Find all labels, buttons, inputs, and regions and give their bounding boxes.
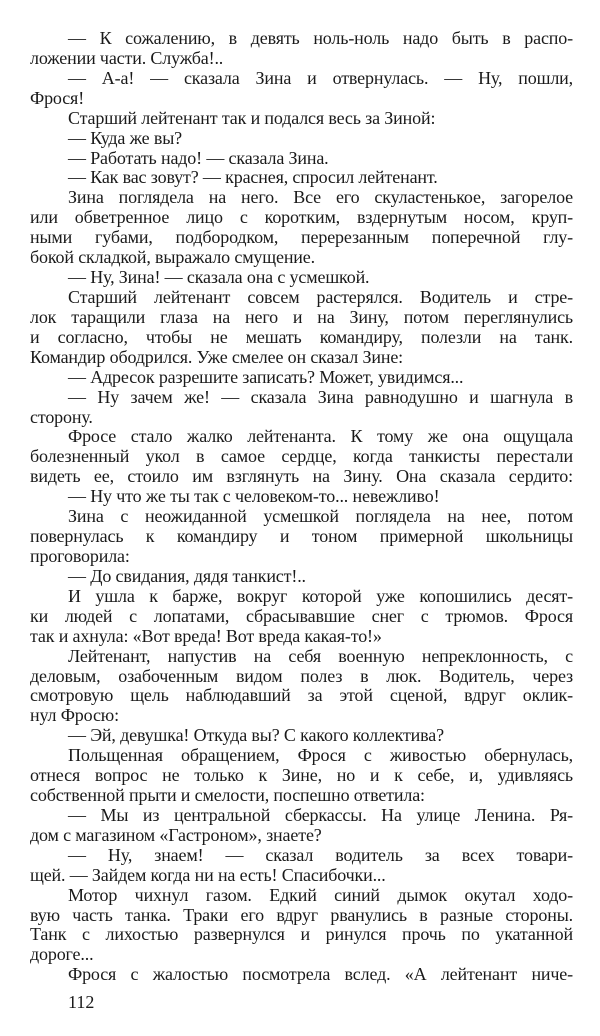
text-line: и согласно, чтобы не мешать командиру, полезли на танк. bbox=[30, 326, 573, 347]
text-line: или обветренное лицо с коротким, вздернутым носом, круп- bbox=[30, 207, 573, 228]
text-line: нул Фросю: bbox=[30, 705, 119, 726]
text-line: Командир ободрился. Уже смелее он сказал Зине: bbox=[30, 346, 404, 367]
text-line: дом с магазином «Гастроном», знаете? bbox=[30, 824, 322, 845]
text-line: собственной прыти и смелости, поспешно ответила: bbox=[30, 785, 425, 806]
paragraph-first-line: — Работать надо! — сказала Зина. bbox=[68, 147, 329, 168]
text-line: щей. — Зайдем когда ни на есть! Спасибочки... bbox=[30, 864, 386, 885]
paragraph-first-line: — Как вас зовут? — краснея, спросил лейтенант. bbox=[68, 167, 438, 188]
text-line: проговорила: bbox=[30, 545, 130, 566]
paragraph-first-line: — Ну что же ты так с человеком-то... невежливо! bbox=[68, 486, 440, 507]
text-line: вую часть танка. Траки его вдруг рванулись в разные стороны. bbox=[30, 904, 573, 925]
paragraph-first-line: Старший лейтенант совсем растерялся. Водитель и стре- bbox=[68, 286, 573, 307]
text-line: бокой складкой, выражало смущение. bbox=[30, 247, 315, 268]
text-line: дороге... bbox=[30, 944, 94, 965]
text-line: Танк с лихостью развернулся и ринулся прочь по укатанной bbox=[30, 924, 573, 945]
text-line: ложении части. Служба!.. bbox=[30, 47, 224, 68]
text-line: лок таращили глаза на него и на Зину, потом переглянулись bbox=[30, 306, 573, 327]
text-line: сторону. bbox=[30, 406, 93, 427]
text-line: ными губами, подбородком, перерезанным поперечной глу- bbox=[30, 227, 573, 248]
paragraph-first-line: Польщенная обращением, Фрося с живостью обернулась, bbox=[68, 745, 573, 766]
paragraph-first-line: — Ну зачем же! — сказала Зина равнодушно и шагнула в bbox=[68, 386, 573, 407]
paragraph-first-line: — Эй, девушка! Откуда вы? С какого коллектива? bbox=[68, 725, 444, 746]
text-line: деловым, озабоченным видом полез в люк. Водитель, через bbox=[30, 665, 573, 686]
text-line: повернулась к командиру и тоном примерной школьницы bbox=[30, 526, 573, 547]
paragraph-first-line: Фросе стало жалко лейтенанта. К тому же она ощущала bbox=[68, 426, 573, 447]
paragraph-first-line: И ушла к барже, вокруг которой уже копошились десят- bbox=[68, 585, 573, 606]
text-line: Фрося! bbox=[30, 87, 85, 108]
paragraph-first-line: Фрося с жалостью посмотрела вслед. «А лейтенант ниче- bbox=[68, 964, 573, 985]
paragraph-first-line: — Куда же вы? bbox=[68, 127, 182, 148]
page-number: 112 bbox=[68, 992, 95, 1012]
text-line: отнеся вопрос не только к Зине, но и к себе, и, удивляясь bbox=[30, 765, 573, 786]
paragraph-first-line: Мотор чихнул газом. Едкий синий дымок окутал ходо- bbox=[68, 884, 573, 905]
paragraph-first-line: — А-а! — сказала Зина и отвернулась. — Ну, пошли, bbox=[68, 67, 573, 88]
text-line: видеть ее, стоило им взглянуть на Зину. Она сказала сердито: bbox=[30, 466, 573, 487]
text-line: болезненный укол в самое сердце, когда танкисты перестали bbox=[30, 446, 573, 467]
book-page-text bbox=[30, 29, 573, 985]
paragraph-first-line: Зина с неожиданной усмешкой поглядела на нее, потом bbox=[68, 506, 573, 527]
paragraph-first-line: — Адресок разрешите записать? Может, увидимся... bbox=[68, 366, 464, 387]
paragraph-first-line: — Мы из центральной сберкассы. На улице Ленина. Ря- bbox=[68, 804, 573, 825]
text-line: смотровую щель наблюдавший за этой сценой, вдруг оклик- bbox=[30, 685, 573, 706]
paragraph-first-line: — Ну, Зина! — сказала она с усмешкой. bbox=[68, 267, 370, 288]
paragraph-first-line: — Ну, знаем! — сказал водитель за всех товари- bbox=[68, 844, 573, 865]
paragraph-first-line: — До свидания, дядя танкист!.. bbox=[68, 565, 306, 586]
paragraph-first-line: Лейтенант, напустив на себя военную непреклонность, с bbox=[68, 645, 573, 666]
paragraph-first-line: Старший лейтенант так и подался весь за Зиной: bbox=[68, 107, 436, 128]
text-line: ки людей с лопатами, сбрасывавшие снег с трюмов. Фрося bbox=[30, 605, 573, 626]
text-line: так и ахнула: «Вот вреда! Вот вреда какая-то!» bbox=[30, 625, 382, 646]
paragraph-first-line: Зина поглядела на него. Все его скуластенькое, загорелое bbox=[68, 187, 573, 208]
paragraph-first-line: — К сожалению, в девять ноль-ноль надо быть в распо- bbox=[68, 28, 573, 48]
